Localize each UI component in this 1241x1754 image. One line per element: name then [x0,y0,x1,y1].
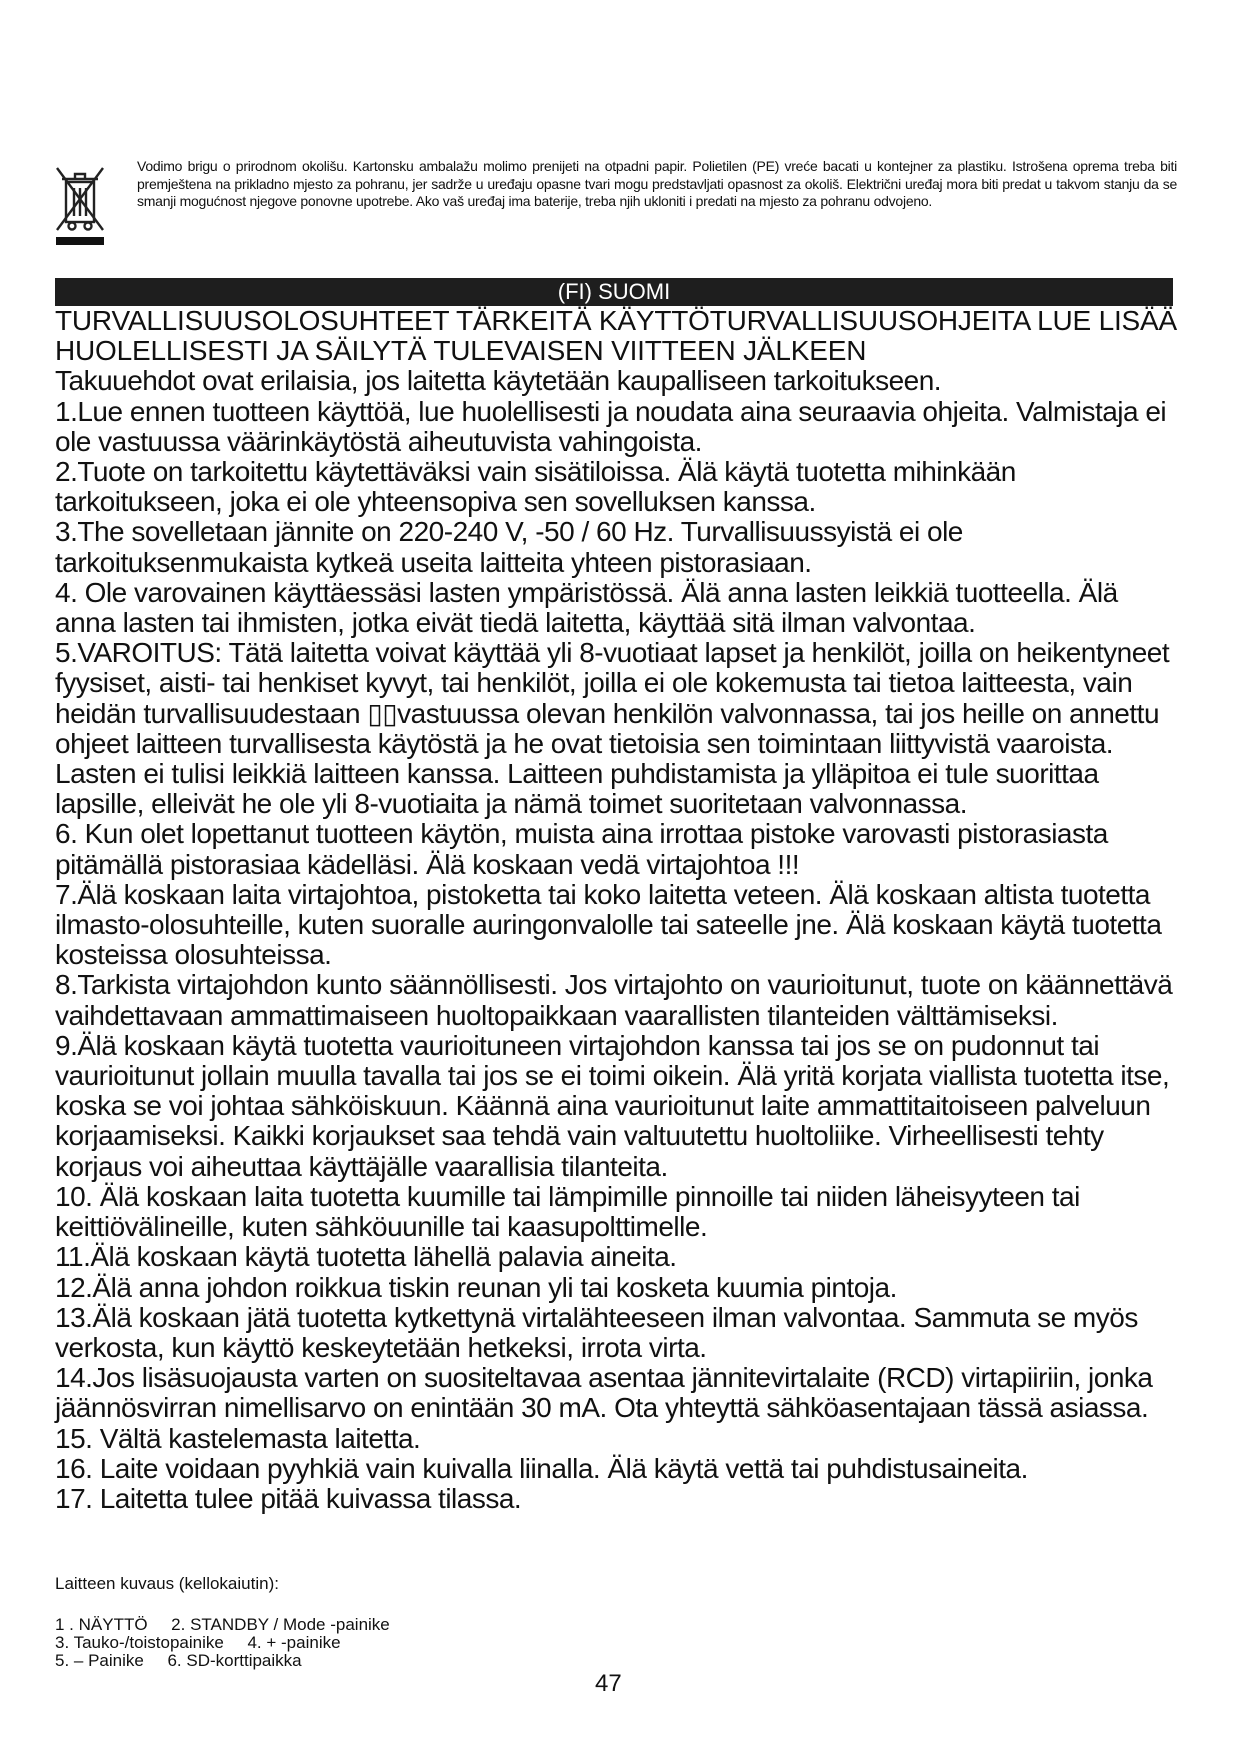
recycling-text: Vodimo brigu o prirodnom okolišu. Kartonsku ambalažu molimo prenijeti na otpadni papir. Polietilen (PE) vreće bacati u kontejner za plastiku. Istrošena oprema treba biti premještena na prikladno mjesto za pohranu, jer sadrže u uređaju opasne tvari mogu predstavljati opasnost za okoliš. Električni uređaj mora biti predat u takvom stanju da se smanji mogućnost njegove ponovne upotrebe. Ako vaš uređaj ima baterije, treba njih ukloniti i predati na mjesto za pohranu odvojeno. [137,158,1177,209]
crossed-out-wheelie-bin-icon [55,164,105,246]
safety-section [55,306,1180,1514]
device-parts-line: 5. – Painike 6. SD-korttipaikka [55,1651,302,1670]
device-description-title: Laitteen kuvaus (kellokaiutin): [55,1574,279,1593]
safety-heading: TURVALLISUUSOLOSUHTEET TÄRKEITÄ KÄYTTÖTURVALLISUUSOHJEITA LUE LISÄÄ HUOLELLISESTI JA SÄILYTÄ TULEVAISEN VIITTEEN JÄLKEEN [55,305,1177,367]
safety-item: 7.Älä koskaan laita virtajohtoa, pistoketta tai koko laitetta veteen. Älä koskaan altista tuotetta ilmasto-olosuhteille, kuten suoralle auringonvalolle tai sateelle jne. Älä koskaan käytä tuotetta kosteissa olosuhteissa. [55,878,1162,971]
safety-item: 8.Tarkista virtajohdon kunto säännöllisesti. Jos virtajohto on vaurioitunut, tuote on käännettävä vaihdettavaan ammattimaiseen huoltopaikkaan vaarallisten tilanteiden välttämiseksi. [55,969,1173,1031]
safety-item: 13.Älä koskaan jätä tuotetta kytkettynä virtalähteeseen ilman valvontaa. Sammuta se myös verkosta, kun käyttö keskeytetään hetkeksi, irrota virta. [55,1301,1138,1363]
safety-item: 12.Älä anna johdon roikkua tiskin reunan yli tai kosketa kuumia pintoja. [55,1271,897,1303]
warranty-note: Takuuehdot ovat erilaisia, jos laitetta käytetään kaupalliseen tarkoitukseen. [55,365,942,397]
safety-item: 2.Tuote on tarkoitettu käytettäväksi vain sisätiloissa. Älä käytä tuotetta mihinkään tarkoitukseen, joka ei ole yhteensopiva sen sovelluksen kanssa. [55,456,1016,518]
page-number: 47 [595,1670,622,1697]
device-parts-line: 1 . NÄYTTÖ 2. STANDBY / Mode -painike [55,1615,390,1634]
safety-item: 1.Lue ennen tuotteen käyttöä, lue huolellisesti ja noudata aina seuraavia ohjeita. Valmistaja ei ole vastuussa väärinkäytöstä aiheutuvista vahingoista. [55,395,1167,457]
safety-item: 4. Ole varovainen käyttäessäsi lasten ympäristössä. Älä anna lasten leikkiä tuotteella. Älä anna lasten tai ihmisten, jotka eivät tiedä laitetta, käyttää sitä ilman valvontaa. [55,576,1118,639]
safety-item: 3.The sovelletaan jännite on 220-240 V, -50 / 60 Hz. Turvallisuussyistä ei ole tarkoituksenmukaista kytkeä useita laitteita yhteen pistorasiaan. [55,516,963,578]
safety-item: 14.Jos lisäsuojausta varten on suositeltavaa asentaa jännitevirtalaite (RCD) virtapiiriin, jonka jäännösvirran nimellisarvo on enintään 30 mA. Ota yhteyttä sähköasentajaan tässä asiassa. [55,1362,1153,1424]
safety-item: 17. Laitetta tulee pitää kuivassa tilassa. [55,1482,522,1514]
safety-item: 5.VAROITUS: Tätä laitetta voivat käyttää yli 8-vuotiaat lapset ja henkilöt, joilla on heikentyneet fyysiset, aisti- tai henkiset kyvyt, tai henkilöt, joilla ei ole kokemusta tai tietoa laitteesta, vain heidän turvallisuudestaan ▯▯vastuussa olevan henkilön valvonnassa, tai jos heille on annettu ohjeet laitteen turvallisesta käytöstä ja he ovat tietoisia sen toimintaan liittyvistä vaaroista. Lasten ei tulisi leikkiä laitteen kanssa. Laitteen puhdistamista ja ylläpitoa ei tule suorittaa lapsille, elleivät he ole yli 8-vuotiaita ja nämä toimet suoritetaan valvonnassa. [55,637,1170,820]
safety-instructions-list [55,397,1180,1515]
safety-item: 16. Laite voidaan pyyhkiä vain kuivalla liinalla. Älä käytä vettä tai puhdistusaineita. [55,1452,1028,1484]
safety-item: 15. Vältä kastelemasta laitetta. [55,1422,421,1454]
device-parts-line: 3. Tauko-/toistopainike 4. + -painike [55,1633,341,1652]
recycling-notice [55,158,1175,258]
language-header-bar: (FI) SUOMI [55,278,1173,306]
safety-item: 6. Kun olet lopettanut tuotteen käytön, muista aina irrottaa pistoke varovasti pistorasiasta pitämällä pistorasiaa kädelläsi. Älä koskaan vedä virtajohtoa !!! [55,818,1108,880]
device-description [55,1574,1155,1670]
safety-item: 11.Älä koskaan käytä tuotetta lähellä palavia aineita. [55,1241,677,1273]
safety-item: 9.Älä koskaan käytä tuotetta vaurioituneen virtajohdon kanssa tai jos se on pudonnut tai vaurioitunut jollain muulla tavalla tai jos se ei toimi oikein. Älä yritä korjata viallista tuotetta itse, koska se voi johtaa sähköiskuun. Käännä aina vaurioitunut laite ammattitaitoiseen palveluun korjaamiseksi. Kaikki korjaukset saa tehdä vain valtuutettu huoltoliike. Virheellisesti tehty korjaus voi aiheuttaa käyttäjälle vaarallisia tilanteita. [55,1029,1170,1182]
safety-item: 10. Älä koskaan laita tuotetta kuumille tai lämpimille pinnoille tai niiden läheisyyteen tai keittiövälineille, kuten sähköuunille tai kaasupolttimelle. [55,1180,1080,1243]
